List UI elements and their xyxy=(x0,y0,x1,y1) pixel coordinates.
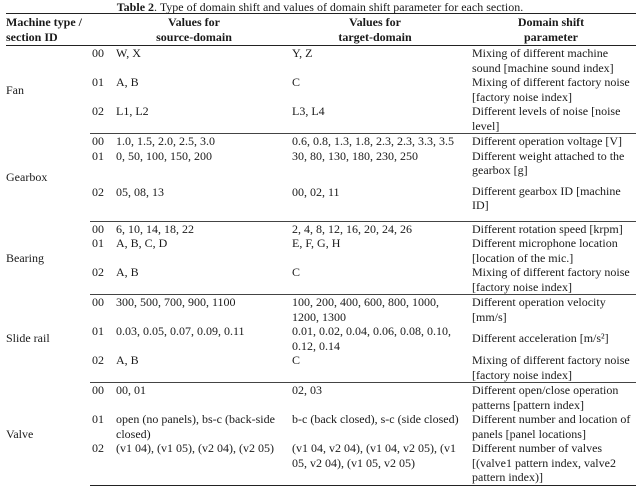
target-values: E, F, G, H xyxy=(292,236,341,250)
header-parameter: Domain shift xyxy=(466,14,636,30)
section-id: 01 xyxy=(92,75,104,89)
target-values: C xyxy=(284,353,466,383)
table-row xyxy=(6,383,636,413)
source-values: A, B xyxy=(116,75,139,89)
section-id: 00 xyxy=(92,295,104,309)
target-values: 30, 80, 130, 180, 230, 250 xyxy=(292,148,418,163)
table-label: Table 2 xyxy=(116,0,155,14)
target-values: 100, 200, 400, 600, 800, 1000, 1200, 1300 xyxy=(292,295,439,324)
target-values: Y, Z xyxy=(292,46,313,60)
source-values: A, B xyxy=(104,353,284,383)
target-values: C xyxy=(292,75,301,89)
table-row xyxy=(6,412,636,441)
target-values: 0.01, 0.02, 0.04, 0.06, 0.08, 0.10, 0.12, 0.14 xyxy=(292,324,451,353)
source-values: (v1 04), (v1 05), (v2 04), (v2 05) xyxy=(104,441,284,485)
shift-parameter: Different operation voltage [V] xyxy=(472,134,623,148)
target-values: 02, 03 xyxy=(292,383,322,397)
table-row xyxy=(6,104,636,134)
machine-type-cell: Bearing xyxy=(6,250,44,265)
shift-parameter: Different microphone location [location of the mic.] xyxy=(472,236,618,265)
header-source-2: source-domain xyxy=(104,30,284,46)
shift-parameter: Mixing of different factory noise [factory noise index] xyxy=(466,265,636,295)
source-values: 1.0, 1.5, 2.0, 2.5, 3.0 xyxy=(116,134,215,148)
shift-parameter: Different open/close operation patterns [pattern index] xyxy=(472,383,619,412)
source-values: 05, 08, 13 xyxy=(104,178,284,222)
section-id: 02 xyxy=(90,441,104,485)
section-id: 00 xyxy=(92,134,104,148)
header-machine-type: Machine type / xyxy=(6,14,104,30)
header-source: Values for xyxy=(104,14,284,30)
table-row xyxy=(6,353,636,383)
target-values: 0.6, 0.8, 1.3, 1.8, 2.3, 2.3, 3.3, 3.5 xyxy=(292,134,454,148)
table-row xyxy=(6,441,636,485)
section-id: 02 xyxy=(90,353,104,383)
shift-parameter: Different operation velocity [mm/s] xyxy=(472,295,606,324)
table-row xyxy=(6,149,636,178)
source-values: L1, L2 xyxy=(104,104,284,134)
section-id: 01 xyxy=(92,148,104,163)
shift-parameter: Mixing of different factory noise [factory noise index] xyxy=(472,75,630,104)
table-row xyxy=(6,75,636,104)
machine-type-cell: Valve xyxy=(6,426,34,441)
table-row xyxy=(6,324,636,353)
source-values: 6, 10, 14, 18, 22 xyxy=(116,221,194,236)
target-values: 2, 4, 8, 12, 16, 20, 24, 26 xyxy=(292,221,412,236)
source-values: 0, 50, 100, 150, 200 xyxy=(116,148,212,163)
source-values: open (no panels), bs-c (back-side closed) xyxy=(116,412,275,441)
target-values: 00, 02, 11 xyxy=(284,178,466,222)
section-id: 02 xyxy=(90,104,104,134)
shift-parameter: Different weight attached to the gearbox [g] xyxy=(472,148,625,177)
section-id: 00 xyxy=(92,221,104,236)
section-id: 01 xyxy=(92,236,104,250)
header-row xyxy=(6,14,636,30)
header-target-2: target-domain xyxy=(284,30,466,46)
shift-parameter: Different number and location of panels [panel locations] xyxy=(472,412,631,441)
section-id: 02 xyxy=(90,178,104,222)
table-row xyxy=(6,134,636,149)
section-id: 02 xyxy=(90,265,104,295)
section-id: 01 xyxy=(92,412,104,426)
header-row-2 xyxy=(6,30,636,46)
shift-parameter: Different levels of noise [noise level] xyxy=(466,104,636,134)
target-values: L3, L4 xyxy=(284,104,466,134)
machine-type-cell: Fan xyxy=(6,82,24,97)
machine-type-cell: Gearbox xyxy=(6,170,48,184)
header-target: Values for xyxy=(284,14,466,30)
shift-parameter: Different number of valves [(valve1 pattern index, valve2 pattern index)] xyxy=(466,441,636,485)
domain-shift-table xyxy=(6,13,636,486)
table-row xyxy=(6,265,636,295)
shift-parameter: Mixing of different machine sound [machine sound index] xyxy=(472,46,614,75)
source-values: A, B, C, D xyxy=(116,236,168,250)
section-id: 01 xyxy=(92,324,104,338)
machine-type-cell: Slide rail xyxy=(6,331,50,346)
section-id: 00 xyxy=(92,383,104,397)
caption-text: . Type of domain shift and values of domain shift parameter for each section. xyxy=(154,0,524,14)
source-values: W, X xyxy=(116,46,141,60)
table-row xyxy=(6,221,636,236)
source-values: 0.03, 0.05, 0.07, 0.09, 0.11 xyxy=(116,324,245,338)
section-id: 00 xyxy=(92,46,104,60)
table-row xyxy=(6,236,636,265)
table-row xyxy=(6,178,636,222)
header-section-id: section ID xyxy=(6,30,104,46)
shift-parameter: Mixing of different factory noise [factory noise index] xyxy=(466,353,636,383)
target-values: C xyxy=(284,265,466,295)
table-row xyxy=(6,295,636,325)
shift-parameter: Different gearbox ID [machine ID] xyxy=(466,178,636,222)
source-values: 300, 500, 700, 900, 1100 xyxy=(116,295,236,309)
shift-parameter: Different rotation speed [krpm] xyxy=(472,221,623,236)
target-values: b-c (back closed), s-c (side closed) xyxy=(292,412,459,426)
table-row xyxy=(6,46,636,76)
table-caption xyxy=(0,0,640,14)
target-values: (v1 04, v2 04), (v1 04, v2 05), (v1 05, v2 04), (v1 05, v2 05) xyxy=(284,441,466,485)
shift-parameter: Different acceleration [m/s²] xyxy=(472,331,609,346)
source-values: A, B xyxy=(104,265,284,295)
source-values: 00, 01 xyxy=(116,383,146,397)
header-parameter-2: parameter xyxy=(466,30,636,46)
